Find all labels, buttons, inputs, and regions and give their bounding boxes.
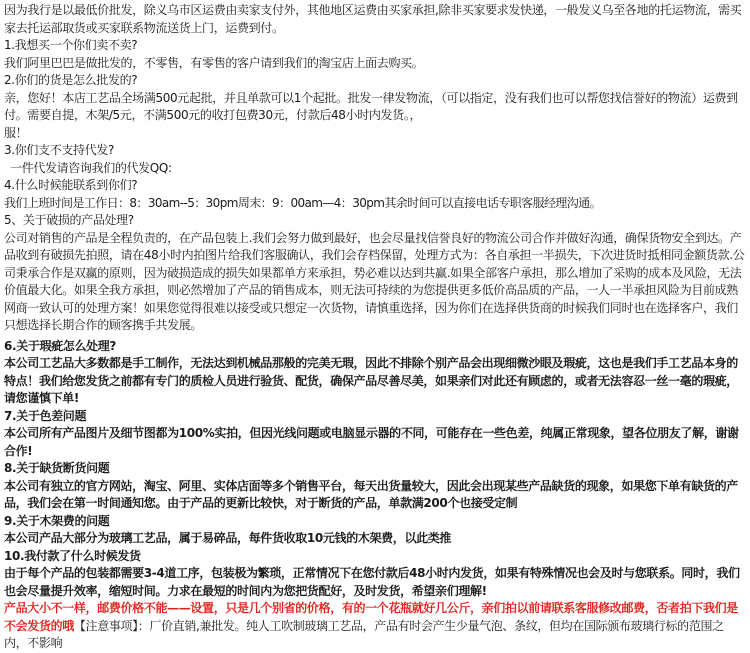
q5-heading: 5、关于破损的产品处理? — [4, 213, 134, 227]
q2-body-tail: 服！ — [4, 125, 28, 140]
q2-heading: 2.你们的货是怎么批发的? — [4, 73, 138, 87]
q10-heading: 10.我付款了什么时候发货 — [4, 548, 141, 563]
q4-heading: 4.什么时候能联系到你们? — [4, 178, 138, 192]
q1-heading: 1.我想买一个你们卖不卖? — [4, 38, 138, 52]
q8-heading: 8.关于缺货断货问题 — [4, 461, 110, 475]
q9-body: 本公司产品大部分为玻璃工艺品，属于易碎品，每件货收取10元钱的木架费，以此类推 — [4, 531, 452, 545]
q10-body: 由于每个产品的包装都需要3-4道工序，包装极为繁琐，正常情况下在您付款后48小时内发货，如果有特殊情况也会及时与您联系。同时，我们也会尽量提升效率，缩短时间。力求在最短的时间内为您把货配好，及时发货，希望亲们理解! — [4, 566, 740, 598]
q7-body: 本公司所有产品图片及细节图都为100%实拍，但因光线问题或电脑显示器的不同，可能存在一些色差，纯属正常现象，望各位朋友了解，谢谢合作! — [4, 426, 739, 458]
notice-paragraph — [4, 600, 747, 653]
q1-body: 我们阿里巴巴是做批发的，不零售，有零售的客户请到我们的淘宝店上面去购买。 — [4, 55, 424, 70]
q6-body: 本公司工艺品大多数都是手工制作，无法达到机械品那般的完美无瑕，因此不排除个别产品会出现细微沙眼及瑕疵，这也是我们手工艺品本身的特点！我们给您发货之前都有专门的质检人员进行验货、配货，确保产品尽善尽美，如果亲们对此还有顾虑的，或者无法容忍一丝一毫的瑕疵，请您谨慎下单! — [4, 356, 738, 405]
q7-heading: 7.关于色差问题 — [4, 408, 87, 423]
q2-body — [4, 90, 747, 143]
q6-heading: 6.关于瑕疵怎么处理? — [4, 338, 117, 353]
postage-warning: 产品大小不一样，邮费价格不能——设置，只是几个别省的价格，有的一个花瓶就好几公斤，亲们拍以前请联系客服修改邮费，否者拍下我们是不会发货的哦 — [4, 601, 738, 633]
intro-paragraph: 因为我行是以最低价批发，除义乌市区运费由卖家支付外，其他地区运费由买家承担,除非买家要求发快递，一般发义乌至各地的托运物流，需买家去托运部取货或买家联系物流送货上门，运费到付。 — [4, 3, 742, 35]
q4-body: 我们上班时间是工作日：8：30am--5：30pm周末：9：00am—4：30pm其余时间可以直接电话专职客服经理沟通。 — [4, 195, 601, 210]
q2-body-text: 亲，您好！本店工艺品全场满500元起批，并且单款可以1个起批。批发一律发物流，（可以指定，没有我们也可以帮您找信誉好的物流）运费到付。需要自提，木架/5元，不满500元的收打包费30元，付款后48小时内发货。， — [4, 90, 738, 122]
q3-body: 一件代发请咨询我们的代发QQ: — [10, 160, 172, 175]
q5-body: 公司对销售的产品是全程负责的，在产品包装上.我们会努力做到最好，也会尽量找信誉良好的物流公司合作并做好沟通，确保货物安全到达。产品收到有破损先拍照，请在48小时内拍图片给我们客服确认，我们会存档保留，处理方式为：各自承担一半损失，下次进货时抵相同金额货款.公司秉承合作是双赢的原则，因为破损造成的损失如果都单方来承担，势必难以达到共赢.如果全部客户承担，那么增加了采购的成本及风险，无法价值最大化。如果全我方承担，则必然增加了产品的销售成本，则无法可持续的为您提供更多低价高品质的产品，一人一半承担风险为目前成熟网商一致认可的处理方案！如果您觉得很难以接受或只想定一次货物，请慎重选择，因为你们在选择供货商的时候我们同时也在选择客户，我们只想选择长期合作的顾客携手共发展。 — [4, 230, 745, 332]
q9-heading: 9.关于木架费的问题 — [4, 513, 110, 528]
notice-text: 【注意事项】：厂价直销,兼批发。纯人工吹制玻璃工艺品，产品有时会产生少量气泡、条纹，但均在国际颁布玻璃行标的范围之内，不影响 — [4, 618, 724, 650]
q8-body: 本公司有独立的官方网站，淘宝、阿里、实体店面等多个销售平台，每天出货量较大，因此会出现某些产品缺货的现象，如果您下单有缺货的产品，我们会在第一时间通知您。由于产品的更新比较快，对于断货的产品，单款满200个也接受定制 — [4, 478, 738, 510]
q3-heading: 3.你们支不支持代发? — [4, 143, 114, 157]
